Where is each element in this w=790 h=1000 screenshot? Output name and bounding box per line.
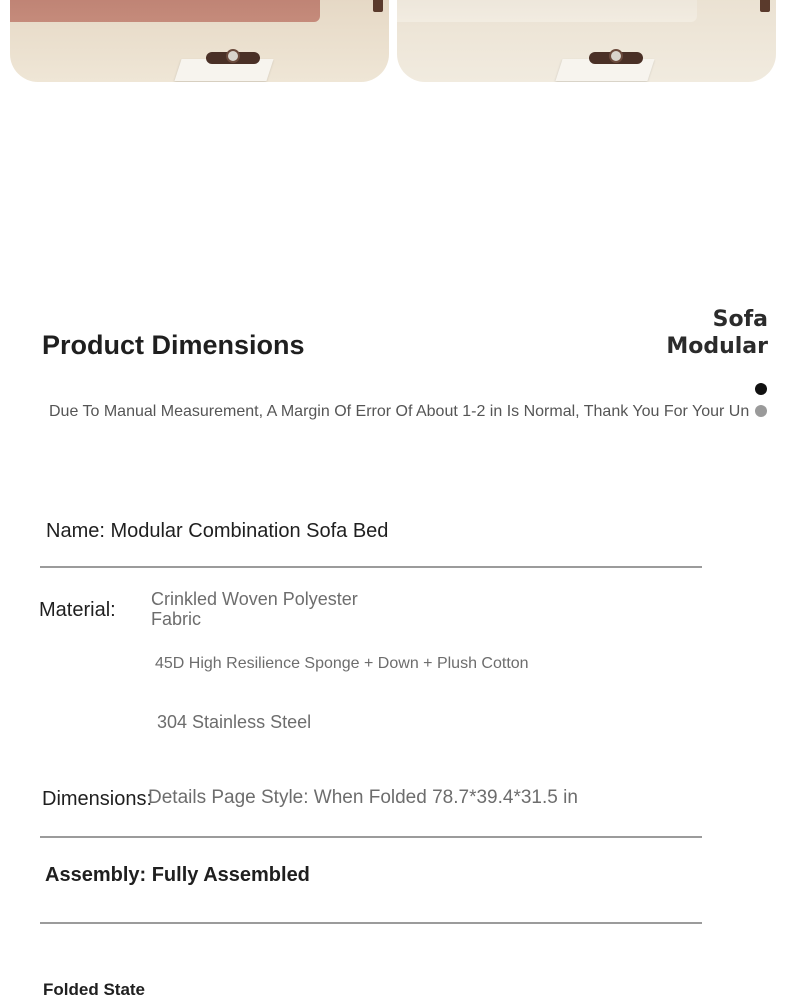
spec-assembly: Assembly: Fully Assembled xyxy=(45,864,310,886)
dimensions-label: Dimensions: xyxy=(42,788,153,810)
material-value-line-2: Fabric xyxy=(151,609,202,629)
divider xyxy=(40,922,702,924)
material-frame: 304 Stainless Steel xyxy=(157,712,312,732)
folded-state-label: Folded State xyxy=(43,980,146,999)
watch-icon xyxy=(589,52,643,64)
material-value-line-1: Crinkled Woven Polyester xyxy=(151,589,358,609)
sofa-cushion xyxy=(10,0,320,22)
material-label: Material: xyxy=(39,599,116,621)
plant-icon xyxy=(373,0,383,12)
brand-line-1: Sofa xyxy=(712,307,768,332)
plant-icon xyxy=(760,0,770,12)
sofa-photo-cream xyxy=(397,0,776,82)
divider xyxy=(40,566,702,568)
watch-icon xyxy=(206,52,260,64)
material-value xyxy=(151,589,358,629)
measurement-note: Due To Manual Measurement, A Margin Of Error Of About 1-2 in Is Normal, Thank You For Your Un xyxy=(49,403,750,420)
divider xyxy=(40,836,702,838)
carousel-dot-active[interactable] xyxy=(755,383,767,395)
section-title: Product Dimensions xyxy=(42,330,305,360)
spec-name: Name: Modular Combination Sofa Bed xyxy=(46,520,389,542)
brand-line-2: Modular xyxy=(666,334,768,359)
material-fill: 45D High Resilience Sponge + Down + Plush Cotton xyxy=(155,655,529,672)
sofa-photo-pink xyxy=(10,0,389,82)
brand-logo xyxy=(666,306,768,360)
sofa-cushion xyxy=(397,0,697,22)
dimensions-value: Details Page Style: When Folded 78.7*39.4*31.5 in xyxy=(148,787,578,808)
